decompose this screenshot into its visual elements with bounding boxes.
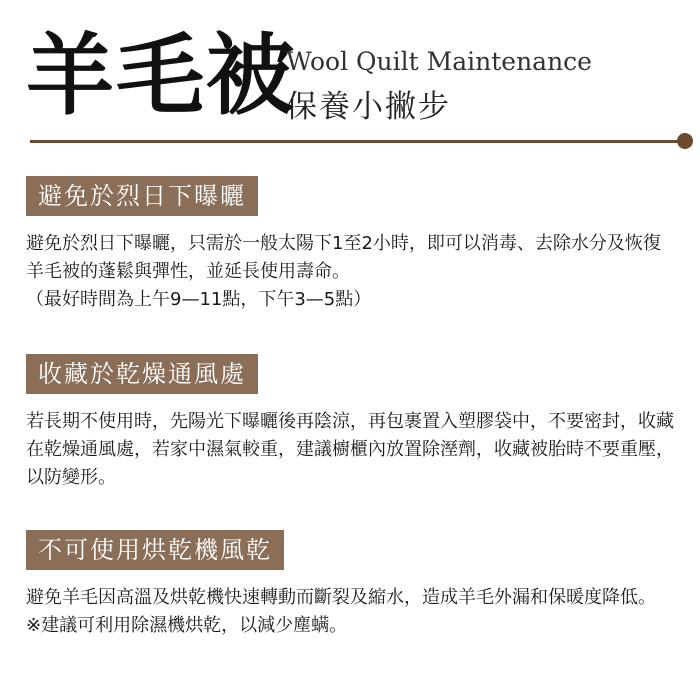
- section-heading-sun-drying: 避免於烈日下曝曬: [26, 176, 258, 216]
- section-heading-no-dryer: 不可使用烘乾機風乾: [26, 530, 284, 570]
- section-body-sun-drying: [26, 230, 678, 314]
- page-title: 羊毛被: [26, 24, 297, 127]
- section-body-storage: [26, 408, 678, 492]
- page-subtitle-english: Wool Quilt Maintenance: [286, 47, 592, 76]
- section-body-line: ※建議可利用除濕機烘乾，以減少塵螨。: [26, 615, 348, 636]
- section-body-no-dryer: [26, 584, 678, 640]
- section-body-line: 避免於烈日下曝曬，只需於一般太陽下1至2小時，即可以消毒、去除水分及恢復羊毛被的蓬鬆與彈性，並延長使用壽命。: [26, 233, 661, 282]
- page-subtitle-chinese: 保養小撇步: [286, 89, 451, 125]
- section-body-line: 避免羊毛因高溫及烘乾機快速轉動而斷裂及縮水，造成羊毛外漏和保暖度降低。: [26, 587, 656, 608]
- section-heading-storage: 收藏於乾燥通風處: [26, 354, 258, 394]
- header-divider-dot: [677, 133, 693, 149]
- section-body-line: 若長期不使用時，先陽光下曝曬後再陰涼，再包裹置入塑膠袋中，不要密封，收藏在乾燥通風處，若家中濕氣較重，建議櫥櫃內放置除溼劑，收藏被胎時不要重壓，以防變形。: [26, 411, 674, 488]
- header-divider-line: [30, 140, 682, 143]
- section-body-line: （最好時間為上午9—11點，下午3—5點）: [26, 289, 372, 310]
